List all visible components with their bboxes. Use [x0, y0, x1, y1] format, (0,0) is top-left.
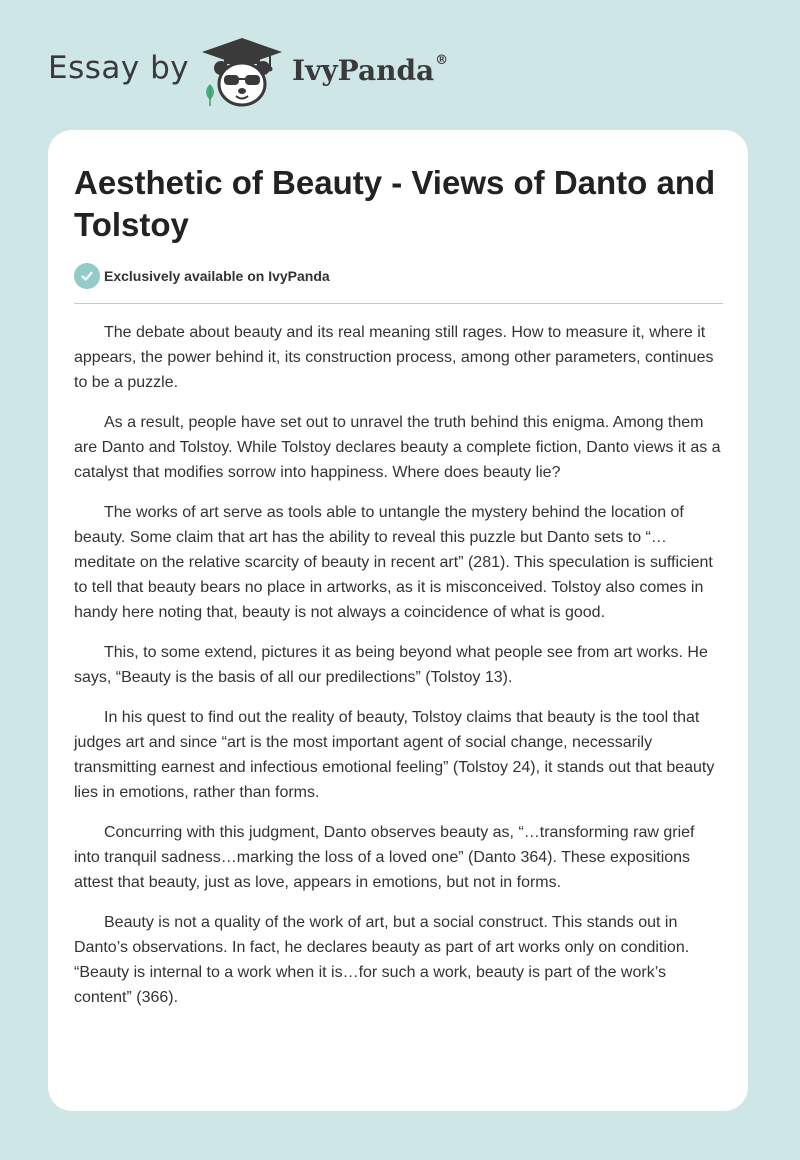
exclusive-badge	[74, 263, 330, 289]
check-icon	[74, 263, 100, 289]
brand-name[interactable]	[292, 54, 448, 87]
paragraph: Concurring with this judgment, Danto observes beauty as, “…transforming raw grief into tranquil sadness…marking the loss of a loved one” (Danto 364). These expositions attest that beauty, just as love, appears in emotions, but not in forms.	[74, 824, 695, 891]
paragraph: The works of art serve as tools able to untangle the mystery behind the location of beauty. Some claim that art has the ability to reveal this puzzle but Danto sets to “…meditate on the relative scarcity of beauty in recent art” (281). This speculation is sufficient to tell that beauty bears no place in artworks, as it is misconceived. Tolstoy also comes in handy here noting that, beauty is not always a coincidence of what is good.	[74, 504, 713, 621]
badge-label: Exclusively available on IvyPanda	[104, 268, 330, 284]
site-header	[0, 0, 800, 130]
paragraph: The debate about beauty and its real meaning still rages. How to measure it, where it appears, the power behind it, its construction process, among other parameters, continues to be a puzzle.	[74, 324, 714, 391]
paragraph: In his quest to find out the reality of beauty, Tolstoy claims that beauty is the tool that judges art and since “art is the most important agent of social change, necessarily transmitting earnest and infectious emotional feeling” (Tolstoy 24), it stands out that beauty lies in emotions, rather than forms.	[74, 709, 715, 801]
paragraph: As a result, people have set out to unravel the truth behind this enigma. Among them are Danto and Tolstoy. While Tolstoy declares beauty a complete fiction, Danto views it as a catalyst that modifies sorrow into happiness. Where does beauty lie?	[74, 414, 721, 481]
registered-mark: ®	[435, 52, 449, 68]
essay-body	[74, 320, 724, 1025]
brand-text: IvyPanda	[292, 54, 435, 87]
essay-card	[48, 130, 748, 1111]
paragraph: This, to some extend, pictures it as being beyond what people see from art works. He says, “Beauty is the basis of all our predilections” (Tolstoy 13).	[74, 644, 708, 686]
page-title: Aesthetic of Beauty - Views of Danto and Tolstoy	[74, 164, 716, 243]
paragraph: Beauty is not a quality of the work of art, but a social construct. This stands out in Danto’s observations. In fact, he declares beauty as part of art works only on condition. “Beauty is internal to a work when it is…for such a work, beauty is part of the work’s content” (366).	[74, 914, 690, 1006]
essay-by-label: Essay by	[48, 50, 190, 86]
panda-graduate-logo-icon[interactable]	[200, 36, 284, 108]
divider	[74, 303, 723, 304]
